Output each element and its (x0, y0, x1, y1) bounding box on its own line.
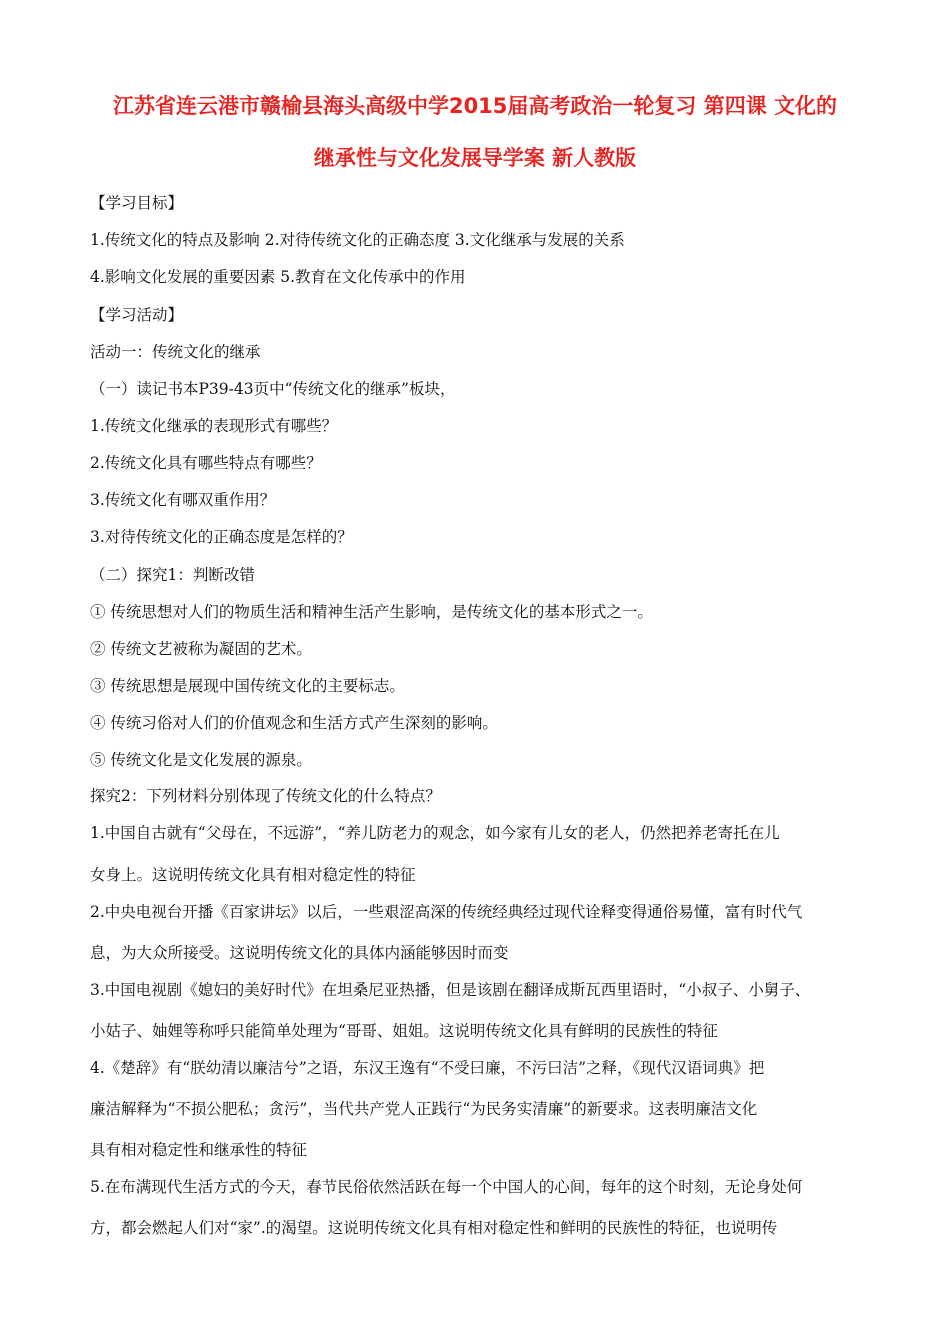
text-line: 小姑子、妯娌等称呼只能简单处理为“哥哥、姐姐。这说明传统文化具有鲜明的民族性的特征 (90, 1022, 718, 1040)
judgment-item: ① 传统思想对人们的物质生活和精神生活产生影响，是传统文化的基本形式之一。 (90, 603, 653, 621)
text-line: 3.中国电视剧《媳妇的美好时代》在坦桑尼亚热播，但是该剧在翻译成斯瓦西里语时，“小叔子、小舅子、 (90, 981, 811, 999)
text-line: 方，都会燃起人们对“家”.的渴望。这说明传统文化具有相对稳定性和鲜明的民族性的特征，也说明传 (90, 1219, 778, 1237)
text-line: 2.中央电视台开播《百家讲坛》以后，一些艰涩高深的传统经典经过现代诠释变得通俗易懂，富有时代气 (90, 903, 803, 921)
text-line: 1.中国自古就有“父母在，不远游”，“养儿防老力的观念，如今家有儿女的老人，仍然把养老寄托在儿 (90, 824, 780, 842)
judgment-item: ④ 传统习俗对人们的价值观念和生活方式产生深刻的影响。 (90, 714, 498, 732)
text-line: 息，为大众所接受。这说明传统文化的具体内涵能够因时而变 (90, 944, 509, 962)
section-heading-objectives: 【学习目标】 (90, 194, 184, 212)
question-line: 1.传统文化继承的表现形式有哪些？ (90, 417, 338, 435)
judgment-item: ⑤ 传统文化是文化发展的源泉。 (90, 751, 312, 769)
document-title-line-1: 江苏省连云港市赣榆县海头高级中学2015届高考政治一轮复习 第四课 文化的 (112, 94, 838, 118)
judgment-item: ③ 传统思想是展现中国传统文化的主要标志。 (90, 677, 405, 695)
text-line: 4.《楚辞》有“朕幼清以廉洁兮”之语，东汉王逸有“不受曰廉，不污曰洁”之释，《现代汉语词典》把 (90, 1059, 765, 1077)
section-heading-activities: 【学习活动】 (90, 306, 184, 324)
question-line: 3.对待传统文化的正确态度是怎样的？ (90, 528, 353, 546)
activity-heading: 活动一：传统文化的继承 (90, 343, 261, 361)
judgment-item: ② 传统文艺被称为凝固的艺术。 (90, 640, 312, 658)
question-line: 2.传统文化具有哪些特点有哪些？ (90, 454, 322, 472)
text-line: （一）读记书本P39-43页中“传统文化的继承”板块， (90, 380, 456, 398)
text-line: 5.在布满现代生活方式的今天，春节民俗依然活跃在每一个中国人的心间，每年的这个时刻，无论身处何 (90, 1178, 803, 1196)
document-title-line-2: 继承性与文化发展导学案 新人教版 (313, 146, 637, 170)
objectives-line: 1.传统文化的特点及影响 2.对待传统文化的正确态度 3.文化继承与发展的关系 (90, 231, 625, 249)
text-line: 具有相对稳定性和继承性的特征 (90, 1141, 308, 1159)
text-line: 廉洁解释为“不损公肥私；贪污”，当代共产党人正践行“为民务实清廉”的新要求。这表明廉洁文化 (90, 1100, 758, 1118)
question-line: 3.传统文化有哪双重作用？ (90, 491, 276, 509)
text-line: 女身上。这说明传统文化具有相对稳定性的特征 (90, 866, 416, 884)
exploration-heading: （二）探究1：判断改错 (90, 566, 255, 584)
exploration-heading: 探究2：下列材料分别体现了传统文化的什么特点？ (90, 787, 441, 805)
objectives-line: 4.影响文化发展的重要因素 5.教育在文化传承中的作用 (90, 268, 466, 286)
